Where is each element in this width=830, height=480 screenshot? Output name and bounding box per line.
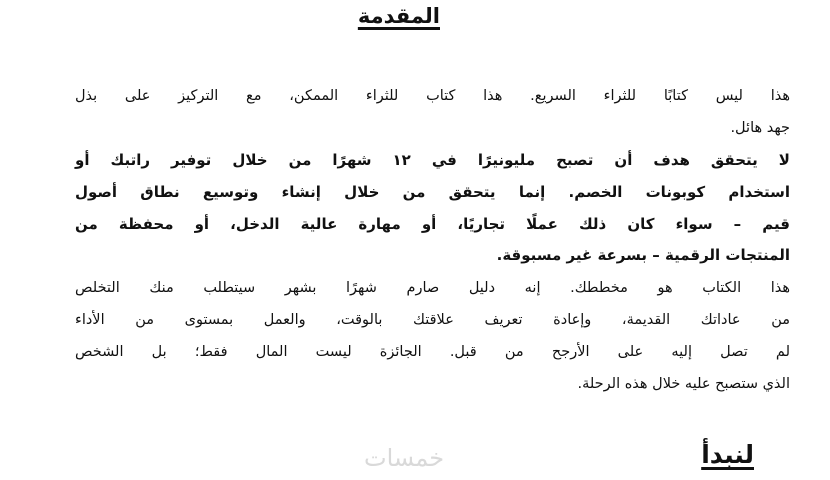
watermark: خمسات xyxy=(364,444,445,472)
paragraph-line: قيم – سواء كان ذلك عملًا تجاريًا، أو مهارة عالية الدخل، أو محفظة من xyxy=(75,215,790,233)
paragraph-line: من عاداتك القديمة، وإعادة تعريف علاقتك بالوقت، والعمل بمستوى من الأداء xyxy=(75,312,790,328)
paragraph-line: هذا الكتاب هو مخططك. إنه دليل صارم شهرًا بشهر سيتطلب منك التخلص xyxy=(75,280,790,296)
paragraph-line: هذا ليس كتابًا للثراء السريع. هذا كتاب للثراء الممكن، مع التركيز على بذل xyxy=(75,88,790,104)
start-heading: لنبدأ xyxy=(701,440,754,469)
paragraph-line: الذي ستصبح عليه خلال هذه الرحلة. xyxy=(577,376,790,392)
paragraph-line: لم تصل إليه على الأرجح من قبل. الجائزة ليست المال فقط؛ بل الشخص xyxy=(75,344,790,360)
paragraph-line: جهد هائل. xyxy=(730,120,790,136)
paragraph-line: استخدام كوبونات الخصم. إنما يتحقق من خلال إنشاء وتوسيع نطاق أصول xyxy=(75,183,790,201)
intro-heading: المقدمة xyxy=(357,4,440,28)
paragraph-line: المنتجات الرقمية – بسرعة غير مسبوقة. xyxy=(496,246,790,264)
paragraph-line: لا يتحقق هدف أن تصبح مليونيرًا في ١٢ شهرًا من خلال توفير راتبك أو xyxy=(75,151,790,169)
